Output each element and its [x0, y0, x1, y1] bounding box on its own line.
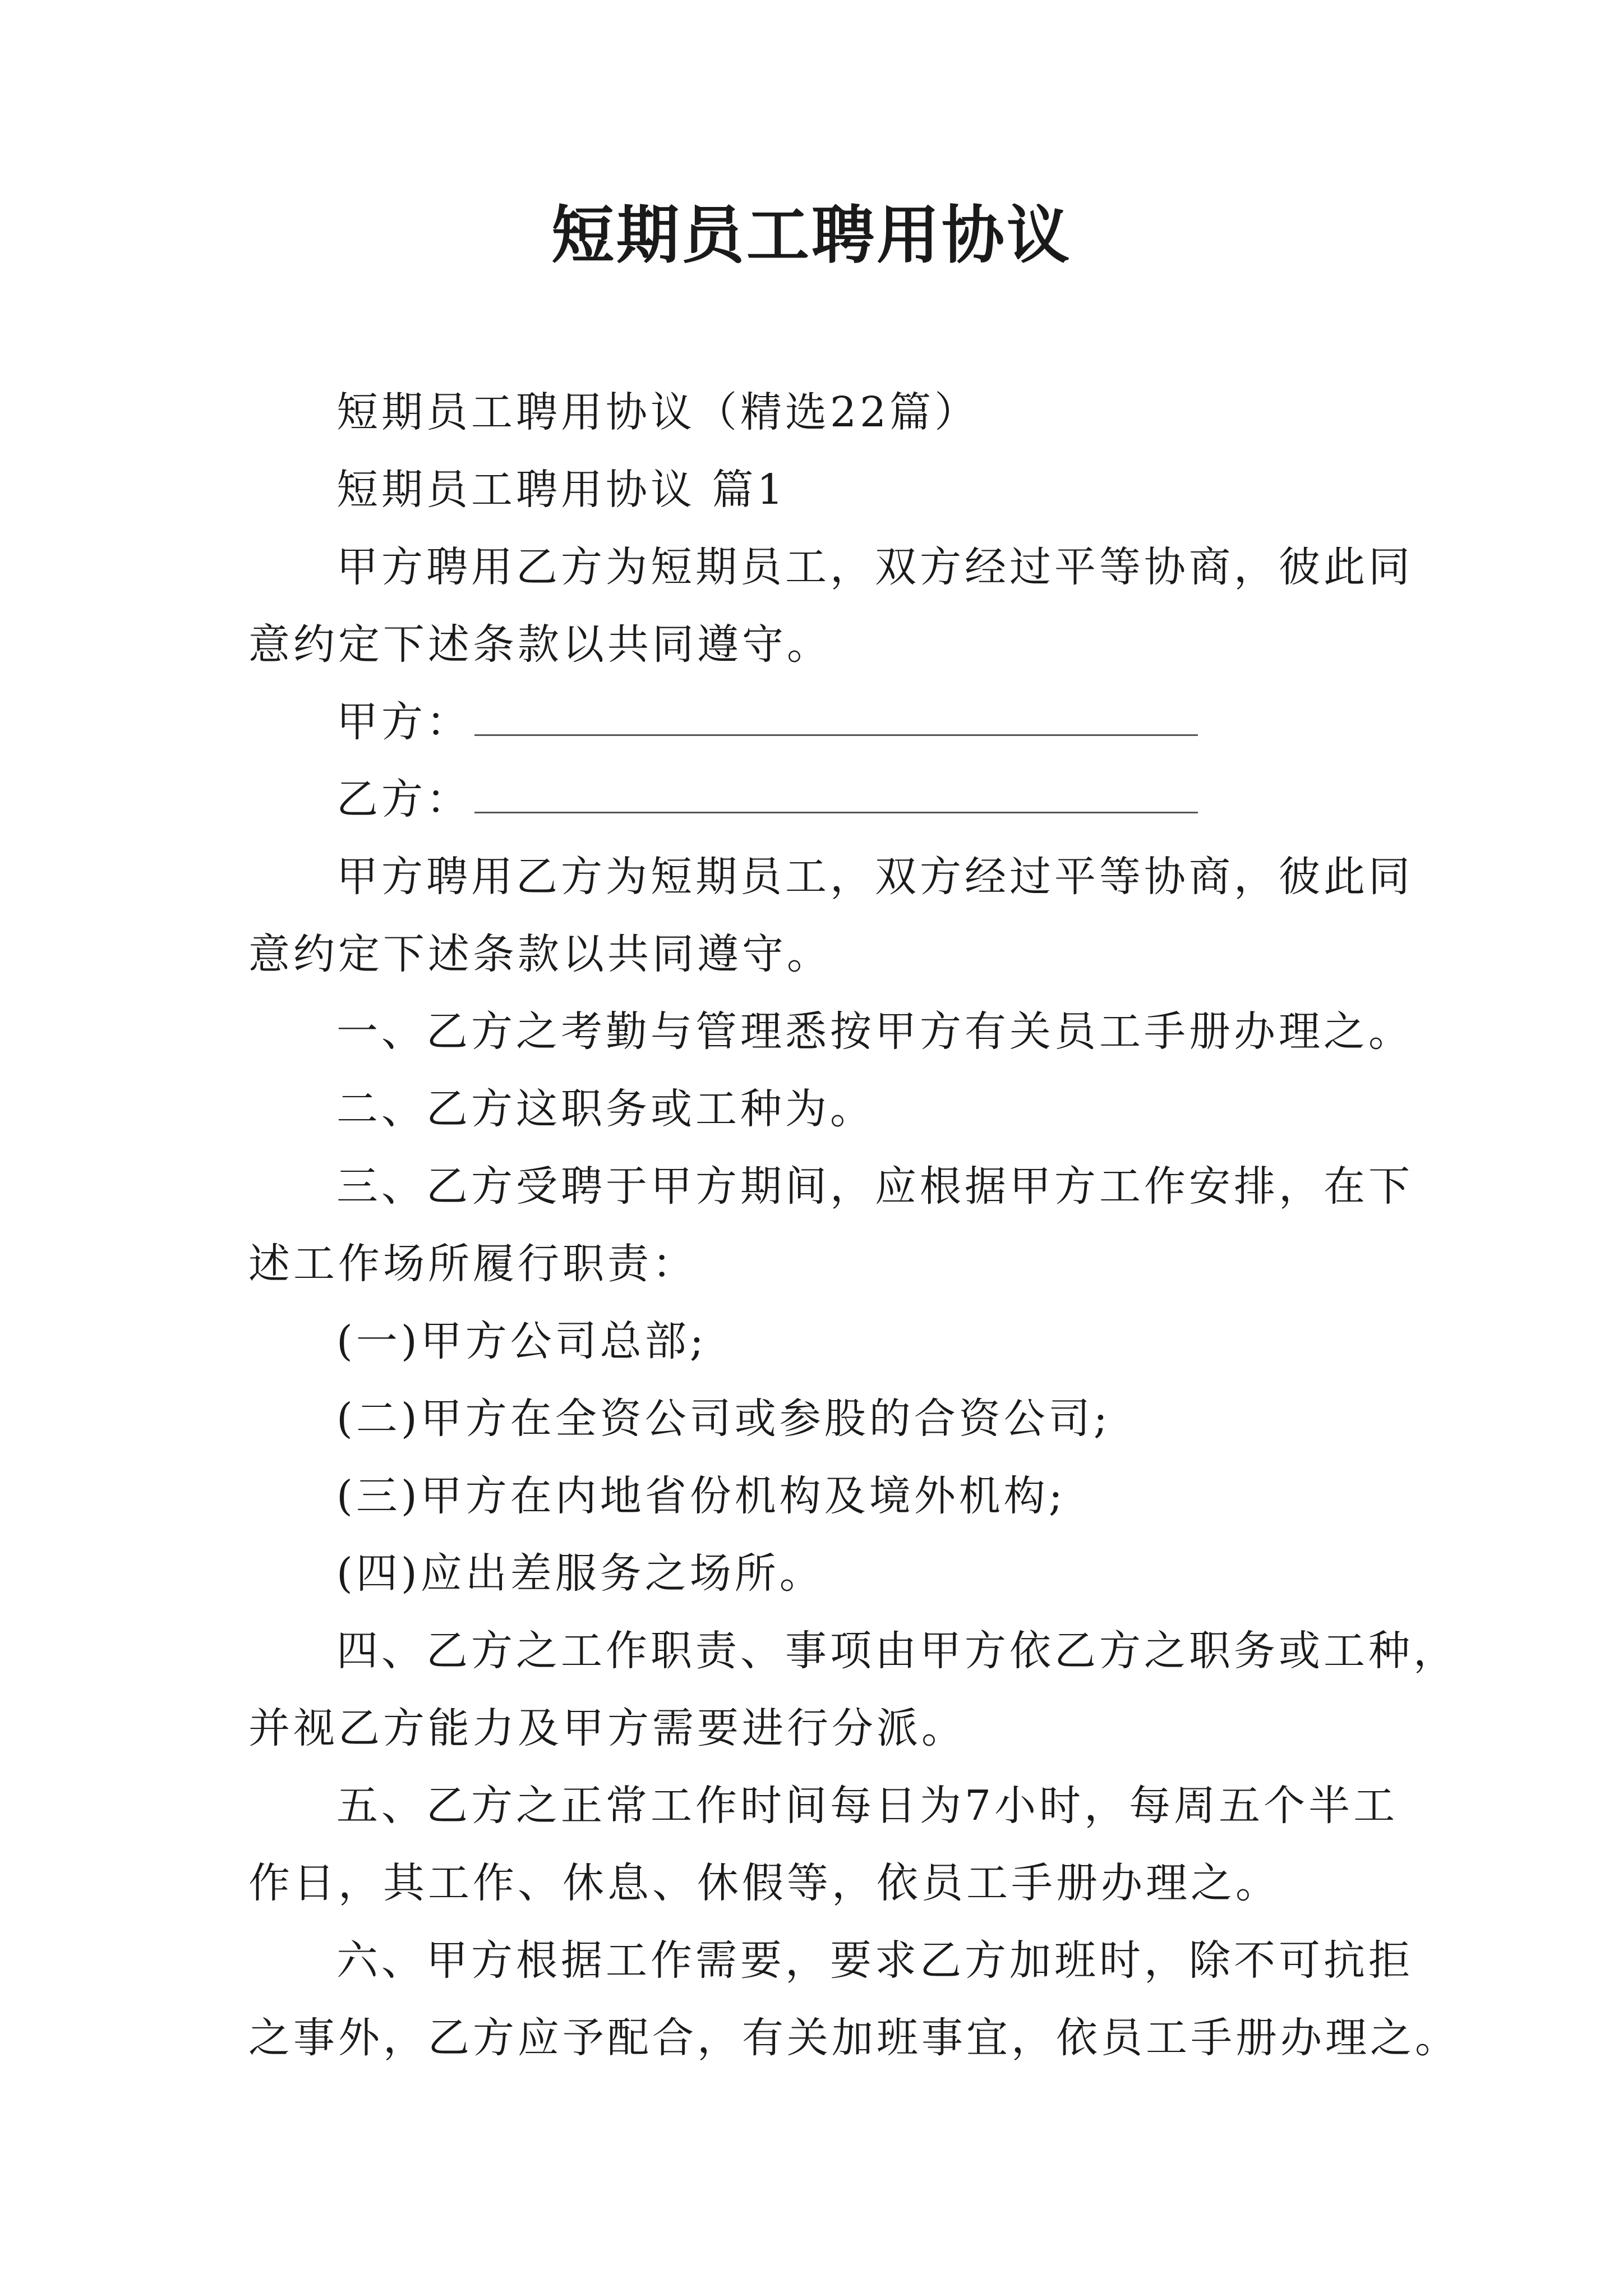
clause-3: 三、乙方受聘于甲方期间，应根据甲方工作安排，在下 [336, 1162, 1413, 1211]
sub-item-1: (一)甲方公司总部; [336, 1317, 707, 1365]
paragraph-line: 甲方聘用乙方为短期员工，双方经过平等协商，彼此同 [336, 543, 1413, 591]
sub-item-3: (三)甲方在内地省份机构及境外机构; [336, 1472, 1066, 1520]
clause-3-cont: 述工作场所履行职责： [248, 1240, 697, 1288]
clause-4-cont: 并视乙方能力及甲方需要进行分派。 [248, 1704, 966, 1752]
sub-item-2: (二)甲方在全资公司或参股的合资公司; [336, 1395, 1111, 1443]
sub-item-4: (四)应出差服务之场所。 [336, 1549, 824, 1598]
party-a-label: 甲方： [336, 698, 471, 746]
document-title: 短期员工聘用协议 [551, 199, 1072, 272]
paragraph-line: 意约定下述条款以共同遵守。 [248, 620, 832, 669]
party-b-line [336, 774, 1198, 825]
clause-5-cont: 作日，其工作、休息、休假等，依员工手册办理之。 [248, 1859, 1280, 1907]
clause-2: 二、乙方这职务或工种为。 [336, 1085, 875, 1133]
party-b-label: 乙方： [336, 775, 471, 823]
party-a-line [336, 697, 1198, 747]
paragraph-line: 甲方聘用乙方为短期员工，双方经过平等协商，彼此同 [336, 853, 1413, 901]
subtitle-line: 短期员工聘用协议（精选22篇） [336, 388, 980, 436]
clause-6: 六、甲方根据工作需要，要求乙方加班时，除不可抗拒 [336, 1936, 1413, 1985]
paragraph-line: 意约定下述条款以共同遵守。 [248, 930, 832, 978]
clause-1: 一、乙方之考勤与管理悉按甲方有关员工手册办理之。 [336, 1007, 1413, 1056]
clause-5: 五、乙方之正常工作时间每日为7小时，每周五个半工 [336, 1782, 1399, 1830]
section-heading: 短期员工聘用协议 篇1 [336, 466, 787, 514]
party-b-blank [474, 778, 1198, 813]
clause-6-cont: 之事外，乙方应予配合，有关加班事宜，依员工手册办理之。 [248, 2014, 1460, 2062]
clause-4: 四、乙方之工作职责、事项由甲方依乙方之职务或工种， [336, 1627, 1458, 1675]
party-a-blank [474, 701, 1198, 736]
